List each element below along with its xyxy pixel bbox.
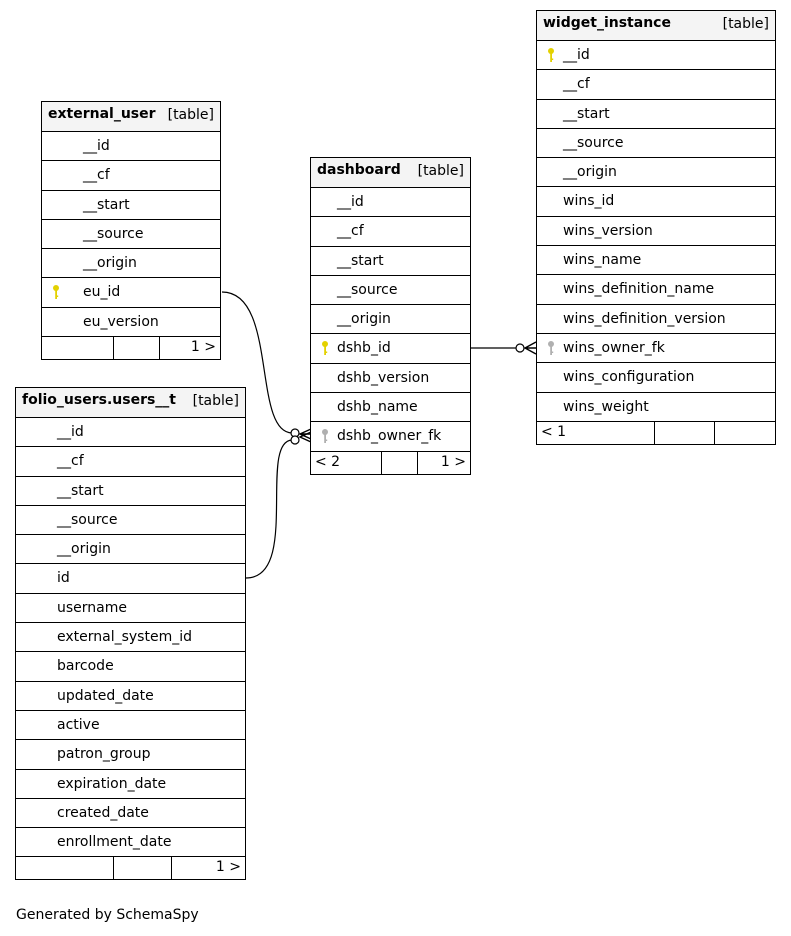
column-row[interactable] (311, 422, 470, 451)
column-row[interactable] (42, 191, 220, 220)
footer-right-text: 1 > (190, 339, 216, 356)
column-row[interactable] (16, 711, 245, 740)
column-name: __source (563, 134, 624, 151)
footer-cell-right (714, 422, 776, 444)
primary-key-icon (321, 340, 329, 356)
column-name: enrollment_date (57, 834, 172, 851)
column-name: __origin (563, 164, 617, 181)
table-kind: [table] (167, 107, 214, 123)
column-row[interactable] (537, 158, 775, 187)
column-name: wins_version (563, 222, 653, 239)
column-row[interactable] (16, 740, 245, 769)
column-row[interactable] (311, 393, 470, 422)
footer-left-text: < 1 (541, 423, 567, 440)
table-header[interactable] (537, 11, 775, 41)
foreign-key-icon (321, 428, 329, 444)
column-row[interactable] (42, 249, 220, 278)
column-name: external_system_id (57, 629, 192, 646)
column-row[interactable] (16, 594, 245, 623)
edge-folio-users-to-dashboard (246, 440, 292, 578)
column-row[interactable] (16, 506, 245, 535)
folio-users-table[interactable] (15, 387, 246, 880)
column-name: __origin (337, 311, 391, 328)
column-row[interactable] (537, 187, 775, 216)
column-name: __start (337, 252, 384, 269)
column-name: dshb_id (337, 340, 391, 357)
column-row[interactable] (311, 364, 470, 393)
column-row[interactable] (42, 278, 220, 307)
column-row[interactable] (537, 129, 775, 158)
column-row[interactable] (16, 564, 245, 593)
column-name: updated_date (57, 687, 154, 704)
column-name: id (57, 570, 70, 587)
column-name: wins_weight (563, 398, 649, 415)
column-name: wins_definition_name (563, 281, 715, 298)
column-name: wins_configuration (563, 369, 695, 386)
column-row[interactable] (42, 132, 220, 161)
column-name: __origin (83, 255, 137, 272)
column-name: wins_owner_fk (563, 339, 665, 356)
column-row[interactable] (16, 770, 245, 799)
column-name: __id (563, 47, 590, 63)
column-row[interactable] (537, 41, 775, 70)
primary-key-icon (547, 47, 555, 63)
table-kind: [table] (722, 16, 769, 32)
column-name: __start (57, 482, 104, 499)
column-name: __cf (337, 223, 364, 240)
column-row[interactable] (42, 161, 220, 190)
column-name: eu_version (83, 313, 159, 330)
footer-right-text: 1 > (215, 859, 241, 876)
column-row[interactable] (16, 477, 245, 506)
column-name: __id (337, 194, 364, 210)
footer-cell-mid (654, 422, 714, 444)
column-name: __start (83, 196, 130, 213)
column-name: __source (337, 281, 398, 298)
edge-crowfoot-marker (525, 342, 536, 354)
edge-zero-marker (291, 436, 299, 444)
generated-by-footer: Generated by SchemaSpy (16, 907, 199, 923)
column-row[interactable] (537, 100, 775, 129)
column-row[interactable] (16, 682, 245, 711)
column-row[interactable] (311, 276, 470, 305)
column-name: wins_name (563, 252, 642, 269)
table-name: widget_instance (543, 15, 671, 31)
column-row[interactable] (16, 418, 245, 447)
footer-cell-mid (113, 337, 159, 359)
primary-key-icon (52, 284, 60, 300)
table-header[interactable] (42, 102, 220, 132)
column-name: eu_id (83, 284, 121, 301)
column-row[interactable] (16, 652, 245, 681)
table-header[interactable] (16, 388, 245, 418)
column-row[interactable] (311, 217, 470, 246)
table-footer (311, 452, 470, 474)
column-name: __id (83, 138, 110, 154)
column-name: __origin (57, 541, 111, 558)
column-row[interactable] (537, 275, 775, 304)
column-row[interactable] (16, 623, 245, 652)
column-name: username (57, 599, 127, 616)
column-row[interactable] (537, 363, 775, 392)
footer-cell-mid (113, 857, 171, 879)
column-row[interactable] (16, 447, 245, 476)
column-row[interactable] (16, 828, 245, 857)
table-header[interactable] (311, 158, 470, 188)
foreign-key-icon (547, 340, 555, 356)
column-name: wins_id (563, 193, 615, 210)
external-user-table[interactable] (41, 101, 221, 360)
column-name: wins_definition_version (563, 310, 726, 327)
column-name: dshb_owner_fk (337, 428, 442, 445)
table-name: dashboard (317, 162, 401, 178)
footer-right-text: 1 > (440, 453, 466, 470)
table-footer (537, 422, 775, 444)
table-name: external_user (48, 106, 156, 122)
footer-cell-mid (381, 452, 417, 474)
column-name: active (57, 716, 100, 733)
column-name: __source (57, 511, 118, 528)
column-name: created_date (57, 804, 149, 821)
column-name: dshb_version (337, 369, 430, 386)
column-name: __source (83, 225, 144, 242)
column-row[interactable] (537, 305, 775, 334)
column-name: __id (57, 424, 84, 440)
column-name: __cf (563, 76, 590, 93)
footer-left-text: < 2 (315, 453, 341, 470)
column-name: dshb_name (337, 399, 418, 416)
column-row[interactable] (16, 799, 245, 828)
table-kind: [table] (192, 393, 239, 409)
column-row[interactable] (311, 247, 470, 276)
table-footer (42, 337, 220, 359)
column-name: __cf (83, 167, 110, 184)
column-name: patron_group (57, 746, 151, 763)
column-row[interactable] (537, 334, 775, 363)
column-row[interactable] (311, 334, 470, 363)
widget-instance-table[interactable] (536, 10, 776, 445)
table-name: folio_users.users__t (22, 392, 176, 408)
column-name: __cf (57, 453, 84, 470)
column-row[interactable] (537, 393, 775, 422)
column-row[interactable] (311, 188, 470, 217)
column-row[interactable] (42, 220, 220, 249)
column-row[interactable] (537, 70, 775, 99)
column-row[interactable] (42, 308, 220, 337)
column-row[interactable] (16, 535, 245, 564)
column-row[interactable] (537, 217, 775, 246)
table-kind: [table] (417, 163, 464, 179)
column-row[interactable] (537, 246, 775, 275)
column-name: barcode (57, 658, 114, 675)
column-row[interactable] (311, 305, 470, 334)
column-name: __start (563, 105, 610, 122)
table-footer (16, 857, 245, 879)
column-name: expiration_date (57, 775, 167, 792)
edge-zero-marker (516, 344, 524, 352)
dashboard-table[interactable] (310, 157, 471, 475)
